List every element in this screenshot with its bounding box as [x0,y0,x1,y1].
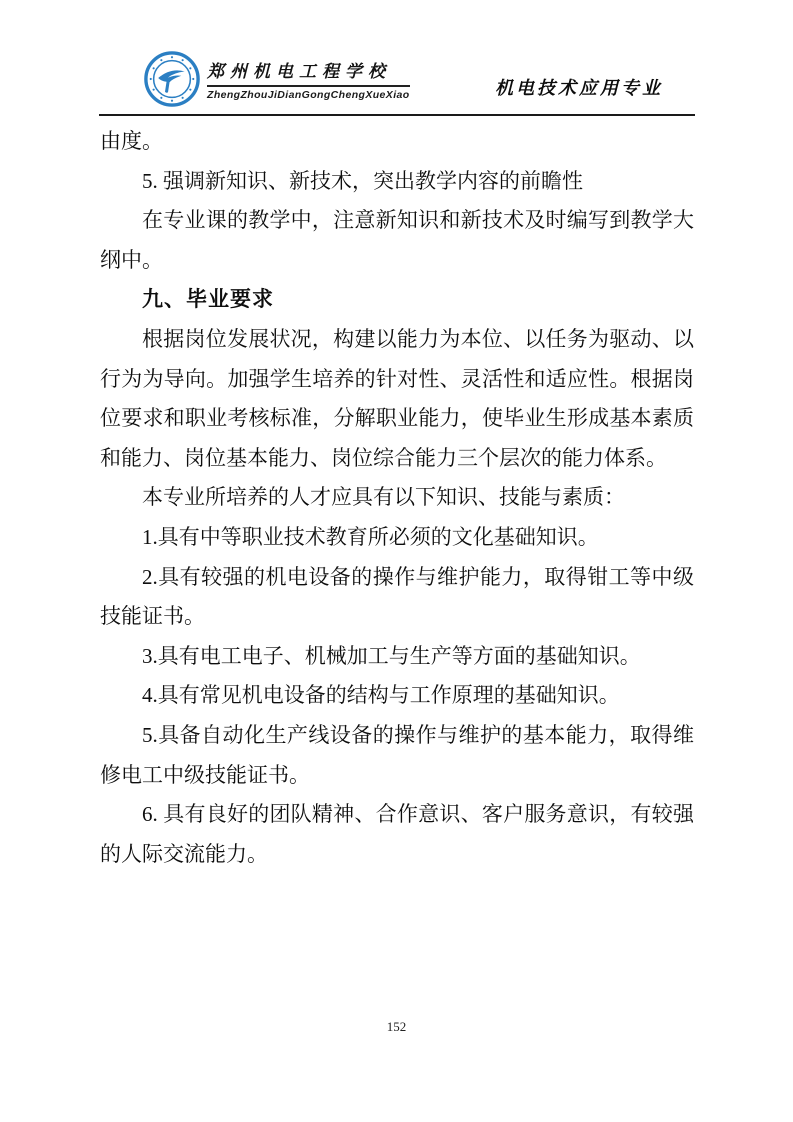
list-item: 2.具有较强的机电设备的操作与维护能力，取得钳工等中级技能证书。 [100,564,694,629]
paragraph: 由度。 [100,129,163,153]
paragraph: 5. 强调新知识、新技术，突出教学内容的前瞻性 [142,168,583,193]
header-divider [99,114,695,116]
list-item: 3.具有电工电子、机械加工与生产等方面的基础知识。 [142,643,641,668]
paragraph: 本专业所培养的人才应具有以下知识、技能与素质： [142,485,625,510]
school-name-block [207,57,410,101]
document-body [100,122,694,874]
paragraph: 根据岗位发展状况，构建以能力为本位、以任务为驱动、以行为为导向。加强学生培养的针对性、灵活性和适应性。根据岗位要求和职业考核标准，分解职业能力，使毕业生形成基本素质和能力、岗位基本能力、岗位综合能力三个层次的能力体系。 [100,326,694,470]
school-name-pinyin: ZhengZhouJiDianGongChengXueXiao [207,89,410,101]
paragraph: 在专业课的教学中，注意新知识和新技术及时编写到教学大纲中。 [100,208,694,272]
header-school-block [143,50,410,108]
list-item: 5.具备自动化生产线设备的操作与维护的基本能力，取得维修电工中级技能证书。 [100,722,694,787]
school-logo-icon [143,50,201,108]
list-item: 4.具有常见机电设备的结构与工作原理的基础知识。 [142,683,620,708]
page-number: 152 [386,1019,407,1034]
section-heading: 九、毕业要求 [142,288,274,312]
list-item: 6. 具有良好的团队精神、合作意识、客户服务意识，有较强的人际交流能力。 [100,802,694,866]
major-title: 机电技术应用专业 [495,78,663,98]
list-item: 1.具有中等职业技术教育所必须的文化基础知识。 [142,524,599,549]
school-name-chinese: 郑州机电工程学校 [207,57,410,87]
